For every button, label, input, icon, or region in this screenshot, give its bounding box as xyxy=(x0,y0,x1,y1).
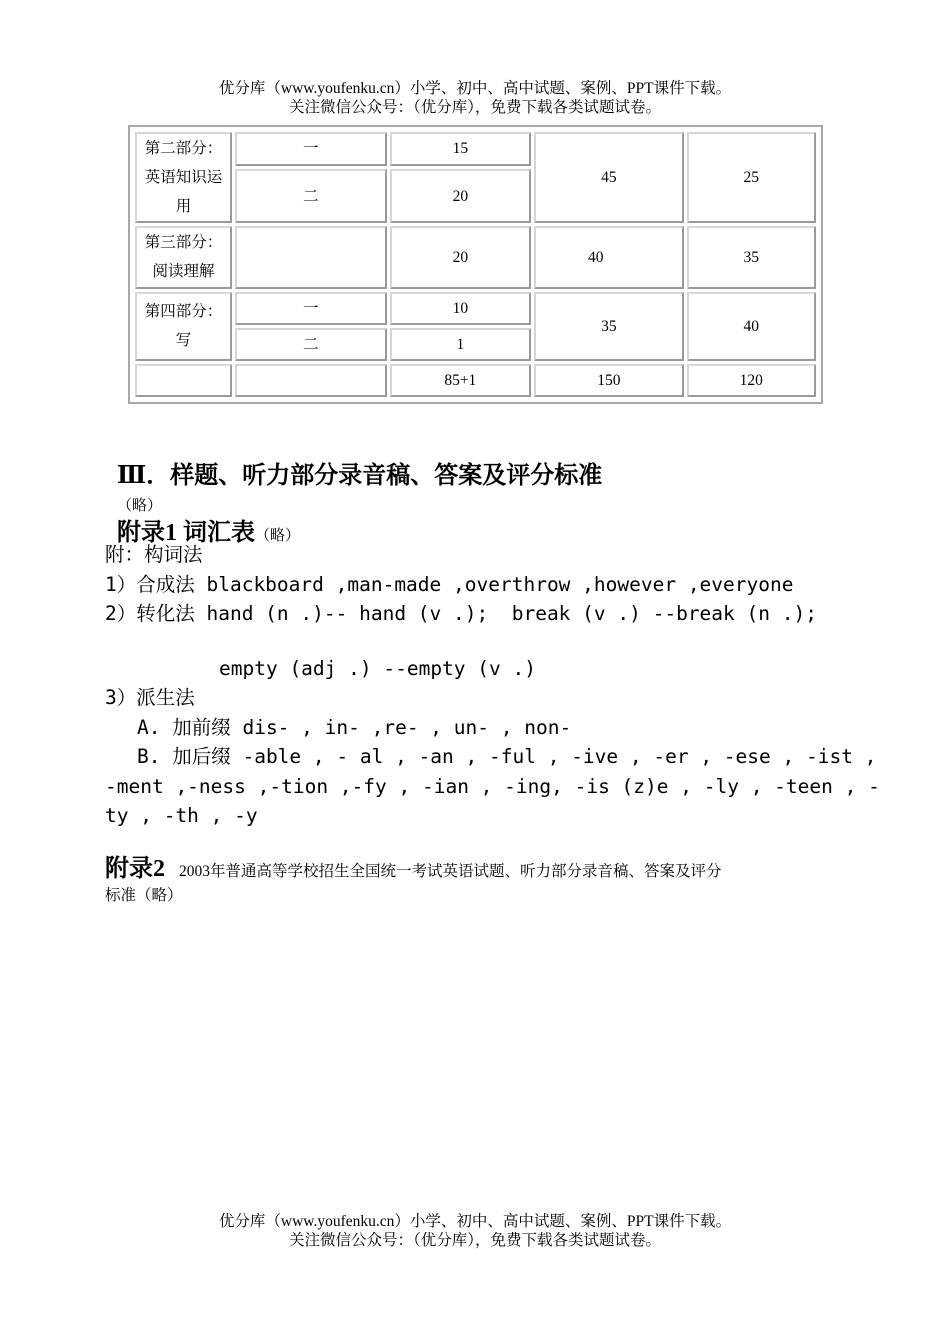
word-formation-prefix: A. 加前缀 dis- , in- ,re- , un- , non- xyxy=(137,716,572,739)
part2-section-2: 二 xyxy=(235,169,387,223)
part4-section-1-items: 10 xyxy=(390,292,531,325)
table-row xyxy=(135,132,816,166)
part3-label-line: 阅读理解 xyxy=(152,263,215,281)
part4-label-line: 写 xyxy=(175,332,192,350)
part2-label-line: 用 xyxy=(175,198,192,216)
appendix-2-text-line-1: 2003年普通高等学校招生全国统一考试英语试题、听力部分录音稿、答案及评分 xyxy=(179,863,722,880)
page-header xyxy=(0,79,950,117)
table-row xyxy=(135,292,816,325)
appendix-1-title: 附录1 词汇表 xyxy=(117,520,255,546)
section-3-note: （略） xyxy=(117,498,163,514)
word-formation-suffix-2: -ment ,-ness ,-tion ,-fy , -ian , -ing, -is (z)e , -ly , -teen , - xyxy=(105,775,880,798)
appendix-2 xyxy=(105,856,850,907)
part4-label-cell xyxy=(135,292,232,361)
table-row xyxy=(135,226,816,288)
total-score: 150 xyxy=(534,364,684,397)
appendix-1-note: （略） xyxy=(255,528,301,544)
total-time: 120 xyxy=(687,364,816,397)
part4-section-2-items: 1 xyxy=(390,328,531,361)
word-formation-compound: 1）合成法 blackboard ,man-made ,overthrow ,however ,everyone xyxy=(105,573,794,596)
word-formation-conversion-2: empty (adj .) --empty (v .) xyxy=(219,657,536,680)
header-line-2: 关注微信公众号：（优分库），免费下载各类试题试卷。 xyxy=(288,99,661,116)
appendix-2-title: 附录2 xyxy=(105,856,165,882)
total-label-cell xyxy=(135,364,232,397)
part2-score: 45 xyxy=(534,132,684,223)
part2-label-line: 第二部分： xyxy=(144,140,223,158)
footer-line-1: 优分库（www.youfenku.cn）小学、初中、高中试题、案例、PPT课件下载。 xyxy=(218,1213,732,1230)
part4-score: 35 xyxy=(534,292,684,361)
part3-section xyxy=(235,226,387,288)
part2-section-1: 一 xyxy=(235,132,387,166)
part4-time: 40 xyxy=(687,292,816,361)
part3-score: 40 xyxy=(534,226,684,288)
word-formation-suffix-3: ty , -th , -y xyxy=(105,804,258,827)
section-3-title: Ⅲ．样题、听力部分录音稿、答案及评分标准 xyxy=(117,463,603,489)
part2-label-cell xyxy=(135,132,232,223)
word-formation-heading: 附：构词法 xyxy=(105,543,203,566)
part4-section-2: 二 xyxy=(235,328,387,361)
word-formation-suffix-1: B. 加后缀 -able , - al , -an , -ful , -ive , -er , -ese , -ist , xyxy=(137,745,877,768)
footer-line-2: 关注微信公众号：（优分库），免费下载各类试题试卷。 xyxy=(288,1232,661,1249)
part3-time: 35 xyxy=(687,226,816,288)
part2-time: 25 xyxy=(687,132,816,223)
header-line-1: 优分库（www.youfenku.cn）小学、初中、高中试题、案例、PPT课件下载。 xyxy=(218,80,732,97)
score-table-frame xyxy=(128,125,823,404)
part2-label-line: 英语知识运 xyxy=(144,169,223,187)
part3-items: 20 xyxy=(390,226,531,288)
word-formation-derivation: 3）派生法 xyxy=(105,686,195,709)
score-table xyxy=(132,129,819,400)
part2-section-2-items: 20 xyxy=(390,169,531,223)
part3-label-line: 第三部分： xyxy=(144,234,223,252)
part4-section-1: 一 xyxy=(235,292,387,325)
appendix-1-heading xyxy=(105,485,300,547)
table-row xyxy=(135,364,816,397)
total-items: 85+1 xyxy=(390,364,531,397)
part4-label-line: 第四部分： xyxy=(144,303,223,321)
appendix-2-text-line-2: 标准（略） xyxy=(105,887,183,904)
part2-section-1-items: 15 xyxy=(390,132,531,166)
page-footer xyxy=(0,1212,950,1250)
word-formation-conversion: 2）转化法 hand (n .)-- hand (v .); break (v .) --break (n .); xyxy=(105,602,817,625)
part3-label-cell xyxy=(135,226,232,288)
total-section-cell xyxy=(235,364,387,397)
